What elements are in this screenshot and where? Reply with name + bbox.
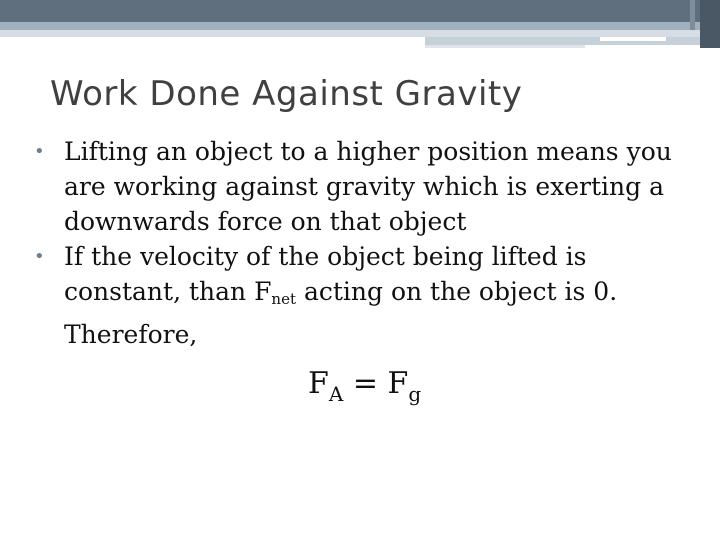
header-accent-line	[425, 45, 585, 48]
equation-operator: =	[343, 366, 388, 401]
bullet-text: Lifting an object to a higher position means you are working against gravity which is exerting a downwards force on that object	[64, 137, 672, 236]
equation-left-subscript: A	[328, 382, 344, 406]
equation-right-subscript: g	[408, 382, 422, 406]
header-corner-block	[700, 0, 720, 48]
bullet-text-before: If the velocity of the object being lifted is constant, than F	[64, 242, 587, 306]
net-subscript: net	[271, 290, 296, 308]
equation-right-symbol: F	[387, 366, 409, 401]
force-equation	[308, 366, 421, 406]
slide-title: Work Done Against Gravity	[50, 74, 523, 114]
header-accent-bar	[425, 37, 720, 45]
bullet-list	[30, 134, 700, 352]
bullet-text-after: acting on the object is 0. Therefore,	[64, 277, 618, 349]
bullet-item	[30, 134, 700, 239]
header-band-steel	[0, 22, 720, 30]
equation-left-symbol: F	[308, 366, 329, 401]
bullet-item	[30, 239, 700, 352]
bullet-dot-icon: •	[34, 141, 45, 162]
header-accent-highlight	[600, 37, 666, 41]
header-band-dark	[0, 0, 720, 22]
bullet-text	[64, 239, 700, 352]
bullet-dot-icon: •	[34, 246, 45, 267]
header-band-light	[0, 30, 720, 37]
header-corner-stripe	[690, 0, 695, 30]
